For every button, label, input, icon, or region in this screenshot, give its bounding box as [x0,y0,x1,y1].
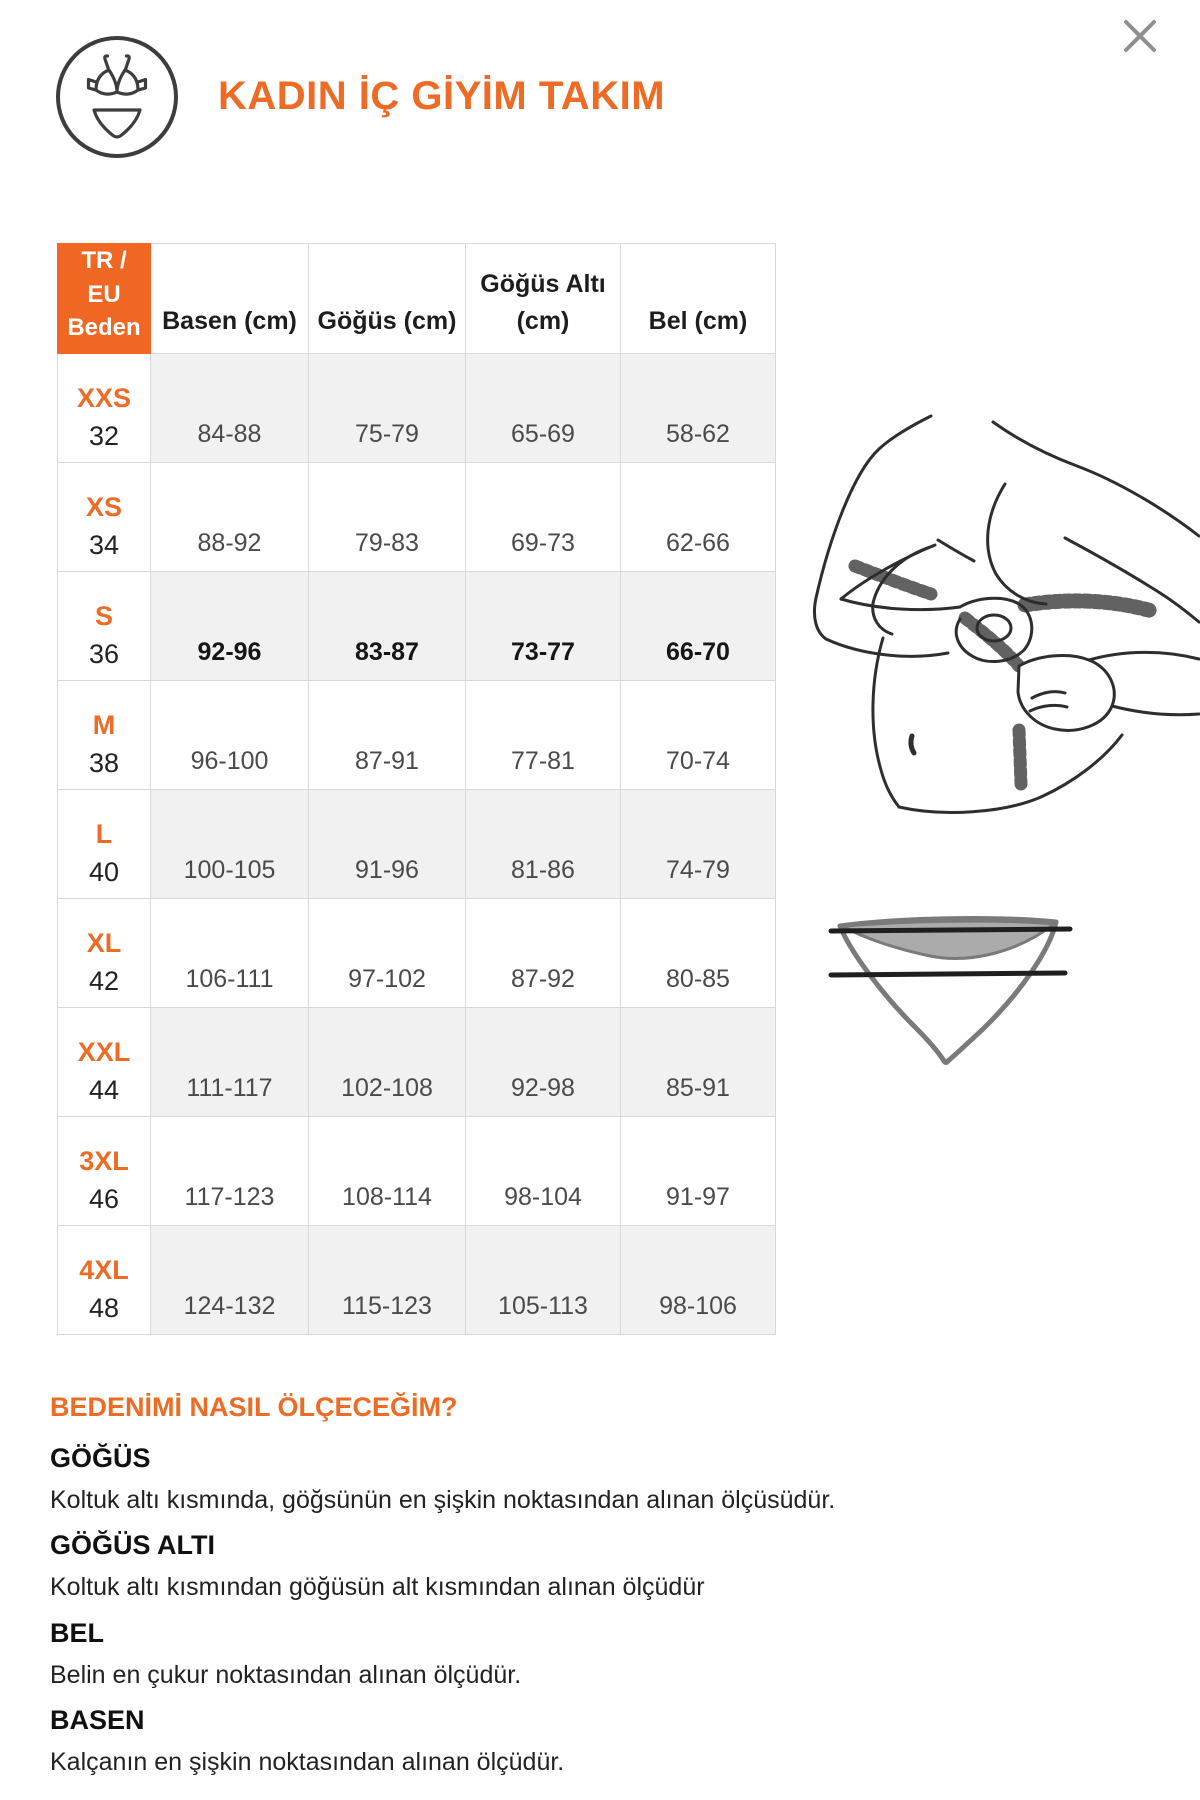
size-label: M [92,709,116,740]
column-header-basen: Basen (cm) [151,244,309,354]
cell-basen: 88-92 [151,462,309,571]
guide-definition-gogus-alti: Koltuk altı kısmından göğüsün alt kısmından alınan ölçüdür [50,1573,705,1602]
cell-gogus: 75-79 [309,353,466,462]
bust-measure-illustration [783,398,1200,815]
cell-gogus: 83-87 [309,571,466,680]
panty-measure-illustration [818,900,1078,1080]
table-row [58,462,776,571]
size-table [57,243,776,1335]
cell-bel: 80-85 [621,898,776,1007]
cell-bel: 58-62 [621,353,776,462]
close-button[interactable] [1118,14,1162,58]
cell-gogus: 115-123 [309,1225,466,1334]
table-row [58,789,776,898]
cell-basen: 100-105 [151,789,309,898]
cell-bel: 74-79 [621,789,776,898]
cell-bel: 70-74 [621,680,776,789]
cell-gogus-alti: 81-86 [466,789,621,898]
table-row [58,680,776,789]
lingerie-set-icon [67,47,167,147]
cell-gogus-alti: 77-81 [466,680,621,789]
page-title: KADIN İÇ GİYİM TAKIM [218,74,666,118]
lingerie-category-badge [56,36,178,158]
size-number: 42 [88,965,120,996]
column-header-gogus-alti: Göğüs Altı (cm) [466,244,621,354]
cell-gogus: 102-108 [309,1007,466,1116]
guide-term-gogus-alti: GÖĞÜS ALTI [50,1530,215,1561]
cell-bel: 66-70 [621,571,776,680]
cell-bel: 85-91 [621,1007,776,1116]
guide-term-basen: BASEN [50,1704,145,1735]
size-label: XS [85,491,123,522]
corner-header: TR / EU Beden [58,244,151,354]
size-label: 3XL [79,1145,129,1176]
cell-basen: 96-100 [151,680,309,789]
cell-basen: 106-111 [151,898,309,1007]
table-header-row [58,244,776,354]
cell-gogus: 91-96 [309,789,466,898]
table-row-highlighted [58,571,776,680]
table-row [58,353,776,462]
cell-gogus: 87-91 [309,680,466,789]
measure-guide [50,1392,970,1784]
cell-gogus: 97-102 [309,898,466,1007]
cell-basen: 84-88 [151,353,309,462]
cell-gogus: 108-114 [309,1116,466,1225]
table-row [58,1007,776,1116]
close-icon [1120,16,1160,56]
cell-gogus-alti: 69-73 [466,462,621,571]
size-label: 4XL [79,1254,129,1285]
size-number: 32 [88,420,120,451]
column-header-gogus: Göğüs (cm) [309,244,466,354]
cell-gogus-alti: 65-69 [466,353,621,462]
cell-bel: 98-106 [621,1225,776,1334]
size-number: 44 [88,1074,120,1105]
cell-basen: 124-132 [151,1225,309,1334]
table-row [58,898,776,1007]
size-number: 34 [88,529,120,560]
cell-gogus-alti: 92-98 [466,1007,621,1116]
size-label: XXL [77,1036,131,1067]
cell-basen: 111-117 [151,1007,309,1116]
guide-definition-gogus: Koltuk altı kısmında, göğsünün en şişkin noktasından alınan ölçüsüdür. [50,1486,836,1514]
guide-term-gogus: GÖĞÜS [50,1443,151,1473]
table-row [58,1225,776,1334]
guide-definition-bel: Belin en çukur noktasından alınan ölçüdür. [50,1660,522,1689]
guide-definition-basen: Kalçanın en şişkin noktasından alınan ölçüdür. [50,1747,565,1776]
cell-basen: 117-123 [151,1116,309,1225]
size-number: 48 [88,1292,120,1323]
size-number: 40 [88,856,120,887]
cell-bel: 62-66 [621,462,776,571]
cell-gogus: 79-83 [309,462,466,571]
cell-gogus-alti: 87-92 [466,898,621,1007]
size-label: L [95,818,113,849]
size-label: XXS [76,382,132,413]
size-number: 36 [88,638,120,669]
size-number: 38 [88,747,120,778]
table-row [58,1116,776,1225]
cell-basen: 92-96 [151,571,309,680]
cell-gogus-alti: 98-104 [466,1116,621,1225]
guide-term-bel: BEL [50,1617,104,1648]
size-label: XL [86,927,122,958]
cell-gogus-alti: 105-113 [466,1225,621,1334]
size-label: S [94,600,113,631]
column-header-bel: Bel (cm) [621,244,776,354]
cell-gogus-alti: 73-77 [466,571,621,680]
guide-heading: BEDENİMİ NASIL ÖLÇECEĞİM? [50,1392,458,1422]
cell-bel: 91-97 [621,1116,776,1225]
size-number: 46 [88,1183,120,1214]
